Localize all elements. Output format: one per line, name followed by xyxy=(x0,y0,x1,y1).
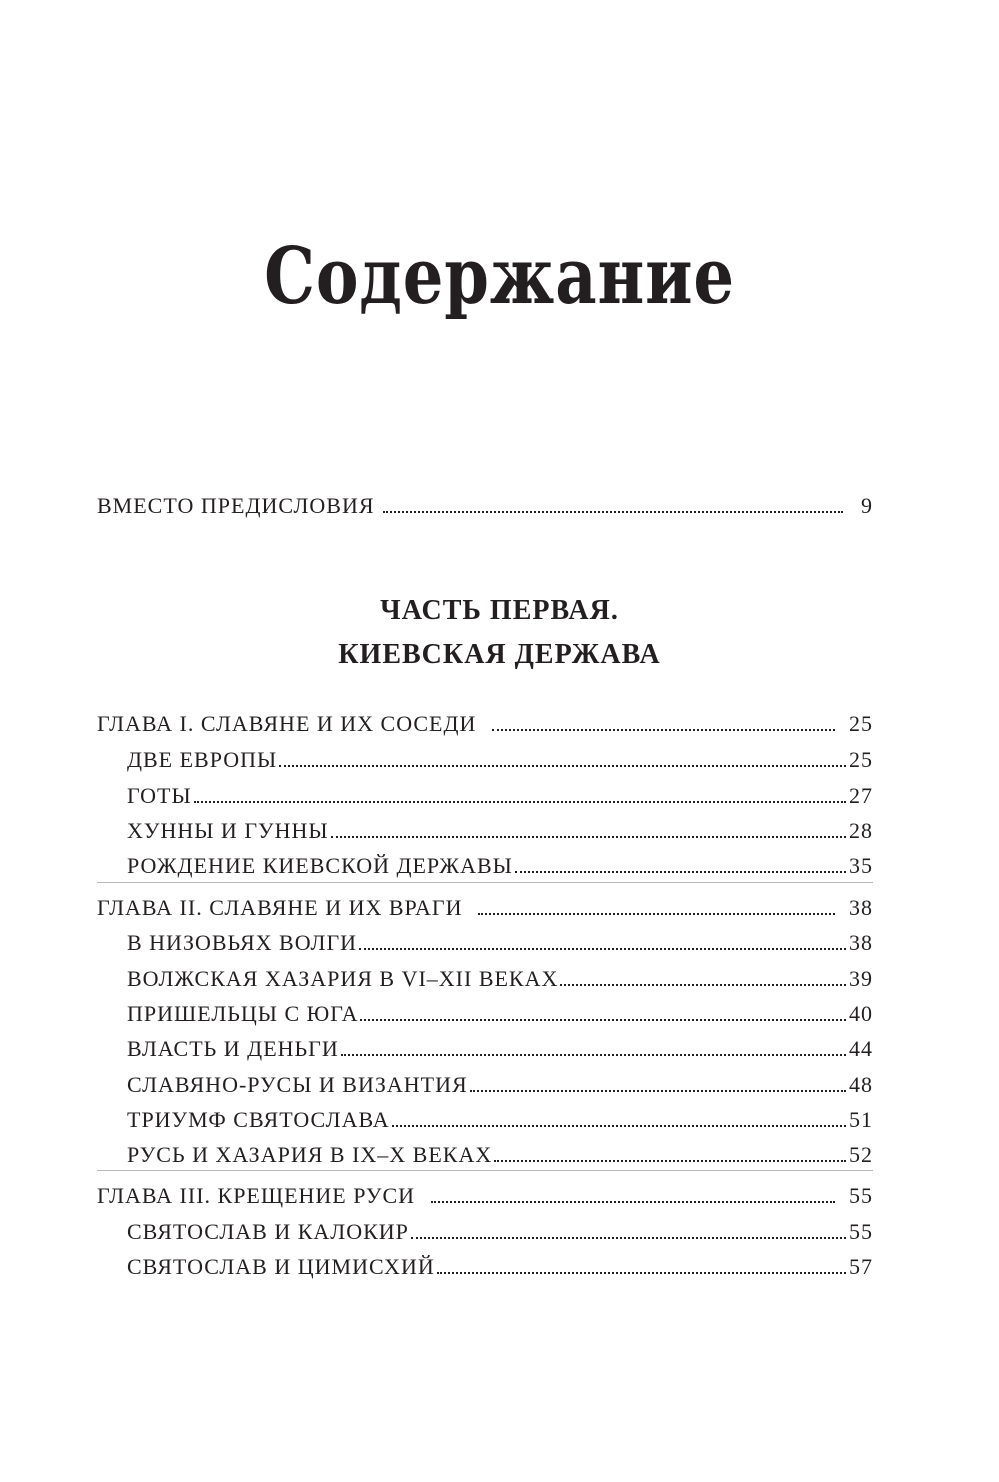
toc-section[interactable] xyxy=(127,1064,873,1098)
part-heading-line1: ЧАСТЬ ПЕРВАЯ. xyxy=(380,595,619,626)
toc-chapter-3[interactable] xyxy=(97,1175,873,1209)
toc-section-label: СВЯТОСЛАВ И КАЛОКИР xyxy=(127,1219,409,1244)
toc-section-page: 38 xyxy=(849,930,873,955)
toc-section-page: 57 xyxy=(849,1254,873,1279)
leader-dots xyxy=(359,948,846,950)
toc-section-label: ГОТЫ xyxy=(127,783,192,808)
toc-section-label: ВЛАСТЬ И ДЕНЬГИ xyxy=(127,1036,339,1061)
toc-section-label: СЛАВЯНО-РУСЫ И ВИЗАНТИЯ xyxy=(127,1072,468,1097)
toc-section-page: 52 xyxy=(849,1142,873,1167)
toc-section-label: ПРИШЕЛЬЦЫ С ЮГА xyxy=(127,1001,359,1026)
toc-section-label: ТРИУМФ СВЯТОСЛАВА xyxy=(127,1107,390,1132)
toc-section[interactable] xyxy=(127,1099,873,1133)
toc-section-label: РУСЬ И ХАЗАРИЯ В IX–X ВЕКАХ xyxy=(127,1142,493,1167)
toc-chapter-2[interactable] xyxy=(97,887,873,921)
toc-chapter-page: 55 xyxy=(849,1183,873,1208)
toc-section-page: 25 xyxy=(849,747,873,772)
toc-section[interactable] xyxy=(127,993,873,1027)
toc-chapter-page: 38 xyxy=(849,895,873,920)
chapter-divider xyxy=(97,882,873,883)
toc-section[interactable] xyxy=(127,845,873,879)
toc-section[interactable] xyxy=(127,810,873,844)
toc-section-label: РОЖДЕНИЕ КИЕВСКОЙ ДЕРЖАВЫ xyxy=(127,853,513,878)
toc-section-label: В НИЗОВЬЯХ ВОЛГИ xyxy=(127,930,358,955)
leader-dots xyxy=(383,511,843,513)
leader-dots xyxy=(411,1237,846,1239)
toc-section-page: 48 xyxy=(849,1072,873,1097)
toc-section[interactable] xyxy=(127,739,873,773)
toc-entry-preface[interactable] xyxy=(97,485,873,519)
toc-section-label: СВЯТОСЛАВ И ЦИМИСХИЙ xyxy=(127,1254,435,1279)
toc-chapter-label: ГЛАВА I. СЛАВЯНЕ И ИХ СОСЕДИ xyxy=(97,711,477,736)
leader-dots xyxy=(494,1160,846,1162)
leader-dots xyxy=(431,1201,835,1203)
part-heading-line2: КИЕВСКАЯ ДЕРЖАВА xyxy=(338,639,661,670)
page-title: Содержание xyxy=(264,231,735,322)
leader-dots xyxy=(194,801,846,803)
toc-chapter-1[interactable] xyxy=(97,703,873,737)
leader-dots xyxy=(279,765,846,767)
toc-entry-label: ВМЕСТО ПРЕДИСЛОВИЯ xyxy=(97,493,375,518)
toc-section-page: 39 xyxy=(849,966,873,991)
leader-dots xyxy=(392,1125,846,1127)
leader-dots xyxy=(478,913,835,915)
leader-dots xyxy=(515,871,846,873)
leader-dots xyxy=(341,1054,846,1056)
toc-section-page: 27 xyxy=(849,783,873,808)
toc-section-page: 44 xyxy=(849,1036,873,1061)
toc-section[interactable] xyxy=(127,775,873,809)
chapter-divider xyxy=(97,1170,873,1171)
toc-section-page: 55 xyxy=(849,1219,873,1244)
toc-section[interactable] xyxy=(127,958,873,992)
leader-dots xyxy=(492,729,835,731)
toc-section-label: ВОЛЖСКАЯ ХАЗАРИЯ В VI–XII ВЕКАХ xyxy=(127,966,559,991)
toc-section-page: 35 xyxy=(849,853,873,878)
toc-chapter-label: ГЛАВА II. СЛАВЯНЕ И ИХ ВРАГИ xyxy=(97,895,463,920)
toc-chapter-page: 25 xyxy=(849,711,873,736)
toc-section[interactable] xyxy=(127,1134,873,1168)
toc-section-page: 40 xyxy=(849,1001,873,1026)
leader-dots xyxy=(560,984,846,986)
toc-section-label: ХУННЫ И ГУННЫ xyxy=(127,818,329,843)
toc-section[interactable] xyxy=(127,1028,873,1062)
toc-section[interactable] xyxy=(127,1246,873,1280)
toc-section-page: 28 xyxy=(849,818,873,843)
toc-chapter-label: ГЛАВА III. КРЕЩЕНИЕ РУСИ xyxy=(97,1183,416,1208)
toc-section[interactable] xyxy=(127,1211,873,1245)
leader-dots xyxy=(470,1090,846,1092)
toc-section[interactable] xyxy=(127,922,873,956)
toc-section-label: ДВЕ ЕВРОПЫ xyxy=(127,747,278,772)
toc-section-page: 51 xyxy=(849,1107,873,1132)
leader-dots xyxy=(437,1272,846,1274)
toc-entry-page: 9 xyxy=(861,493,873,518)
leader-dots xyxy=(331,836,846,838)
leader-dots xyxy=(360,1019,846,1021)
